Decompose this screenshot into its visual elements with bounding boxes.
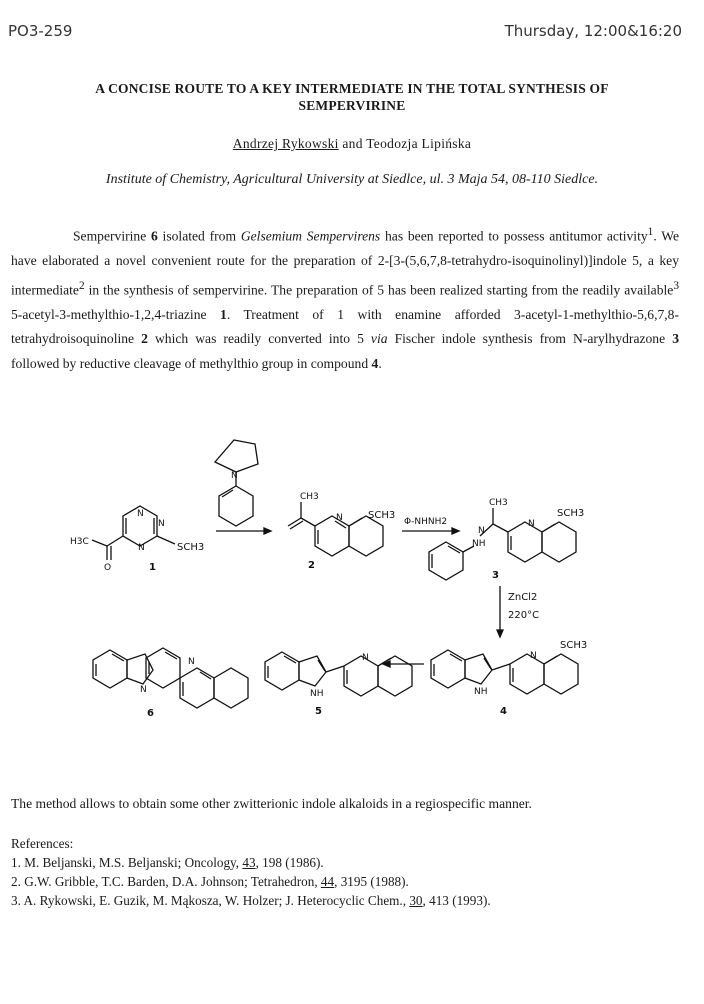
abstract-text: . We have elaborated a novel convenient route for the preparation of 2-[3-(5,6,7,8-tetrahydro-isoquinolinyl)]indole 5, a key intermediate <box>11 228 680 298</box>
atom-label-n: N <box>478 526 485 536</box>
citation-marker: 2 <box>78 279 85 292</box>
compound-ref: 2 <box>141 331 148 347</box>
atom-label-n: N <box>530 651 537 661</box>
author-2: Teodozja Lipińska <box>366 136 472 151</box>
affiliation: Institute of Chemistry, Agricultural University at Siedlce, ul. 3 Maja 54, 08-110 Siedlce. <box>105 172 599 187</box>
atom-label-n: N <box>158 519 165 529</box>
abstract-code: PO3-259 <box>8 22 73 40</box>
author-line <box>0 136 704 152</box>
compound-number-2: 2 <box>308 560 315 571</box>
title-line-2: SEMPERVIRINE <box>298 98 406 113</box>
abstract-text: 5-acetyl-3-methylthio-1,2,4-triazine <box>11 306 221 322</box>
reference-text: , 413 (1993). <box>422 893 491 908</box>
compound-2-structure <box>288 492 395 571</box>
abstract-text: isolated from <box>157 228 241 244</box>
title-line-1: A CONCISE ROUTE TO A KEY INTERMEDIATE IN THE TOTAL SYNTHESIS OF <box>95 81 609 96</box>
compound-number-3: 3 <box>492 570 499 581</box>
italic-via: via <box>370 331 388 347</box>
methyl-label: CH3 <box>300 492 319 502</box>
abstract-text: . <box>378 355 382 371</box>
reference-volume: 43 <box>242 855 256 870</box>
reagent-label: Φ-NHNH2 <box>404 517 448 527</box>
abstract-text: in the synthesis of sempervirine. The preparation of 5 has been realized starting from the readily available <box>84 282 674 298</box>
references-heading: References: <box>11 836 74 851</box>
species-name: Gelsemium Sempervirens <box>240 228 381 244</box>
compound-number-1: 1 <box>149 562 156 573</box>
compound-number-6: 6 <box>147 708 154 719</box>
compound-1-structure <box>70 506 204 573</box>
reference-volume: 30 <box>409 893 423 908</box>
methyl-label: H3C <box>70 537 89 547</box>
compound-4-structure <box>431 640 587 717</box>
atom-label-n: N <box>140 685 147 695</box>
reference-text: , 3195 (1988). <box>334 874 409 889</box>
enamine-reagent <box>215 440 258 526</box>
abstract-body <box>11 220 679 376</box>
abstract-text: has been reported to possess antitumor activity <box>380 228 648 244</box>
catalyst-label: ZnCl2 <box>508 592 538 603</box>
reference-text: 2. G.W. Gribble, T.C. Barden, D.A. Johnson; Tetrahedron, <box>11 874 321 889</box>
methylthio-label: SCH3 <box>368 510 396 521</box>
reference-item <box>11 891 491 910</box>
oxygen-label: O <box>104 563 112 573</box>
atom-label-nh: NH <box>474 687 488 697</box>
author-1: Andrzej Rykowski <box>232 136 339 151</box>
reference-item <box>11 872 491 891</box>
methyl-label: CH3 <box>489 498 508 508</box>
methylthio-label: SCH3 <box>557 508 585 519</box>
reference-item <box>11 853 491 872</box>
references-list <box>11 834 491 910</box>
abstract-text: . Treatment of 1 with enamine afforded 3-acetyl-1-methylthio-5,6,7,8-tetrahydroisoquinoline <box>11 306 679 347</box>
paper-title <box>20 80 684 114</box>
atom-label-n: N <box>137 509 144 519</box>
session-schedule: Thursday, 12:00&16:20 <box>504 22 682 40</box>
reaction-arrow-2 <box>402 517 459 534</box>
methylthio-label: SCH3 <box>177 542 205 553</box>
atom-label-nh: NH <box>472 539 486 549</box>
reference-text: , 198 (1986). <box>255 855 324 870</box>
compound-6-structure <box>93 648 248 719</box>
reaction-scheme <box>0 420 704 780</box>
abstract-text: which was readily converted into 5 <box>147 331 371 347</box>
citation-marker: 3 <box>673 279 679 292</box>
compound-ref: 6 <box>151 228 158 244</box>
atom-label-n: N <box>362 653 369 663</box>
atom-label-n: N <box>231 471 238 481</box>
atom-label-n: N <box>188 657 195 667</box>
compound-ref: 4 <box>371 355 379 371</box>
reference-text: 1. M. Beljanski, M.S. Beljanski; Oncology, <box>11 855 243 870</box>
abstract-text: Sempervirine <box>73 228 151 244</box>
atom-label-nh: NH <box>310 689 324 699</box>
conclusion-text: The method allows to obtain some other zwitterionic indole alkaloids in a regiospecific manner. <box>11 796 532 811</box>
temperature-label: 220°C <box>508 610 540 621</box>
reference-text: 3. A. Rykowski, E. Guzik, M. Mąkosza, W. Holzer; J. Heterocyclic Chem., <box>11 893 410 908</box>
reference-volume: 44 <box>320 874 335 889</box>
reaction-arrow-3 <box>497 586 539 637</box>
compound-ref: 1 <box>220 306 227 322</box>
methylthio-label: SCH3 <box>560 640 588 651</box>
author-conjunction: and <box>342 136 363 151</box>
reaction-arrow-4 <box>383 661 424 667</box>
reaction-arrow-1 <box>216 528 271 534</box>
compound-3-structure <box>429 498 584 581</box>
compound-number-5: 5 <box>315 706 322 717</box>
citation-marker: 1 <box>647 226 654 238</box>
atom-label-n: N <box>336 513 343 523</box>
atom-label-n: N <box>528 519 535 529</box>
compound-number-4: 4 <box>500 706 507 717</box>
compound-ref: 3 <box>672 331 679 347</box>
abstract-text: followed by reductive cleavage of methylthio group in compound <box>11 355 372 371</box>
abstract-text: Fischer indole synthesis from N-arylhydrazone <box>387 331 673 347</box>
atom-label-n: N <box>138 543 145 553</box>
